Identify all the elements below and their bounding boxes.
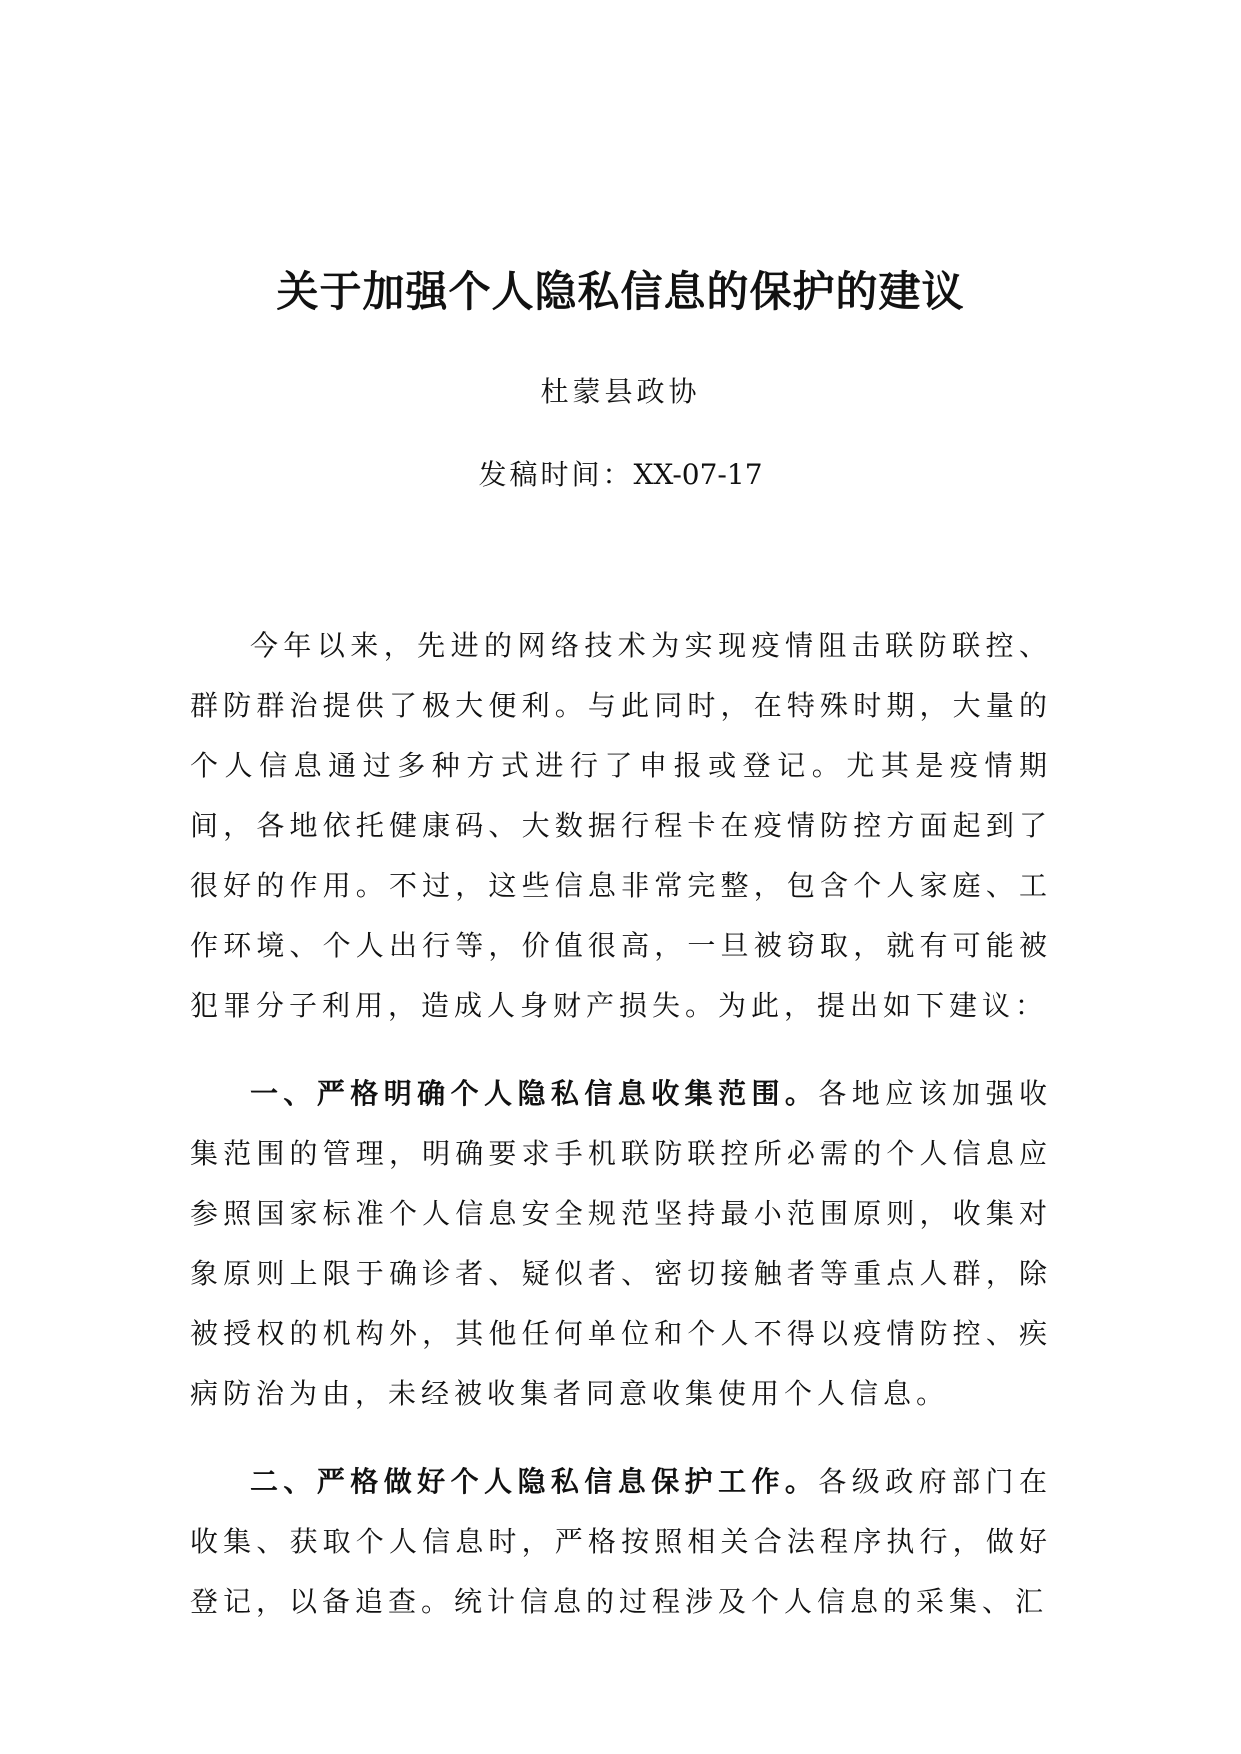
suggestion-1-paragraph (190, 1064, 1052, 1424)
suggestion-2-text: 各级政府部门在收集、获取个人信息时，严格按照相关合法程序执行，做好登记，以备追查。统计信息的过程涉及个人信息的采集、汇 (190, 1465, 1052, 1618)
suggestion-1-text: 各地应该加强收集范围的管理，明确要求手机联防联控所必需的个人信息应参照国家标准个人信息安全规范坚持最小范围原则，收集对象原则上限于确诊者、疑似者、密切接触者等重点人群，除被授权的机构外，其他任何单位和个人不得以疫情防控、疾病防治为由，未经被收集者同意收集使用个人信息。 (190, 1077, 1052, 1410)
suggestion-2-heading: 二、严格做好个人隐私信息保护工作。 (250, 1465, 819, 1498)
document-title: 关于加强个人隐私信息的保护的建议 (276, 267, 965, 316)
suggestion-2-paragraph (190, 1452, 1052, 1632)
publish-date (0, 455, 1241, 495)
suggestion-1-heading: 一、严格明确个人隐私信息收集范围。 (250, 1077, 819, 1110)
publish-date-label: 发稿时间： (478, 458, 634, 491)
intro-paragraph (190, 616, 1052, 1036)
paragraph-text: 今年以来，先进的网络技术为实现疫情阻击联防联控、群防群治提供了极大便利。与此同时，在特殊时期，大量的个人信息通过多种方式进行了申报或登记。尤其是疫情期间，各地依托健康码、大数据行程卡在疫情防控方面起到了很好的作用。不过，这些信息非常完整，包含个人家庭、工作环境、个人出行等，价值很高，一旦被窃取，就有可能被犯罪分子利用，造成人身财产损失。为此，提出如下建议： (190, 629, 1052, 1022)
document-body (190, 616, 1052, 1632)
publish-date-value: XX-07-17 (633, 458, 763, 491)
document-author: 杜蒙县政协 (540, 375, 701, 408)
